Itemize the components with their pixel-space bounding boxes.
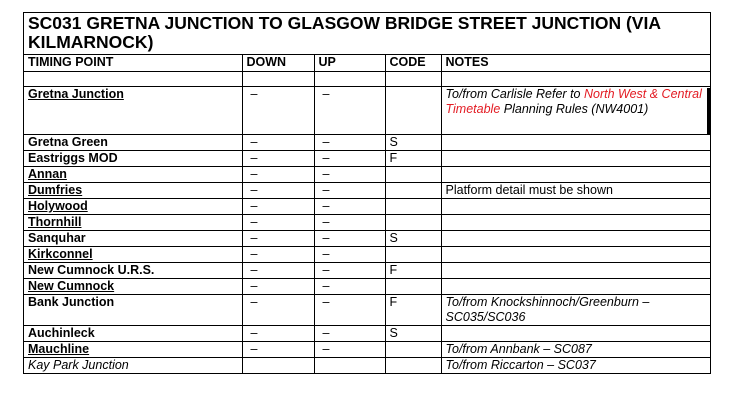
notes-text: To/from Carlisle Refer to <box>445 87 584 101</box>
notes-value: To/from Riccarton – SC037 <box>441 358 710 374</box>
table-row <box>24 358 710 374</box>
up-value <box>314 358 385 374</box>
notes-value: Platform detail must be shown <box>441 183 710 199</box>
down-value: – <box>242 247 314 263</box>
table-row <box>24 135 710 151</box>
timing-point-name: Thornhill <box>24 215 242 231</box>
down-value: – <box>242 326 314 342</box>
up-value: – <box>314 151 385 167</box>
timing-point-name: New Cumnock <box>24 279 242 295</box>
code-value: S <box>385 326 441 342</box>
timing-point-name: New Cumnock U.R.S. <box>24 263 242 279</box>
code-value <box>385 247 441 263</box>
table-row <box>24 87 710 135</box>
code-value <box>385 183 441 199</box>
code-value <box>385 279 441 295</box>
down-value: – <box>242 151 314 167</box>
down-value: – <box>242 231 314 247</box>
code-value: S <box>385 135 441 151</box>
notes-value <box>441 215 710 231</box>
table-row <box>24 215 710 231</box>
up-value: – <box>314 247 385 263</box>
down-value: – <box>242 295 314 326</box>
up-value: – <box>314 263 385 279</box>
down-value: – <box>242 183 314 199</box>
notes-value <box>441 326 710 342</box>
notes-value <box>441 231 710 247</box>
code-value: F <box>385 151 441 167</box>
notes-value <box>441 263 710 279</box>
code-value <box>385 167 441 183</box>
timing-point-name: Mauchline <box>24 342 242 358</box>
code-value: F <box>385 295 441 326</box>
header-down: DOWN <box>242 55 314 72</box>
table-row <box>24 326 710 342</box>
notes-value <box>441 87 710 135</box>
table-row <box>24 151 710 167</box>
timing-point-name: Auchinleck <box>24 326 242 342</box>
spacer-row <box>24 72 710 87</box>
down-value: – <box>242 279 314 295</box>
down-value <box>242 358 314 374</box>
notes-value <box>441 151 710 167</box>
table-row <box>24 231 710 247</box>
change-bar <box>707 88 711 134</box>
notes-link-text: North West & Central Timetable <box>445 87 702 116</box>
up-value: – <box>314 326 385 342</box>
table-row <box>24 279 710 295</box>
up-value: – <box>314 87 385 135</box>
up-value: – <box>314 167 385 183</box>
timing-point-name: Dumfries <box>24 183 242 199</box>
timing-point-name: Gretna Green <box>24 135 242 151</box>
up-value: – <box>314 135 385 151</box>
code-value: F <box>385 263 441 279</box>
down-value: – <box>242 215 314 231</box>
notes-value: To/from Knockshinnoch/Greenburn – SC035/SC036 <box>441 295 710 326</box>
up-value: – <box>314 199 385 215</box>
header-up: UP <box>314 55 385 72</box>
down-value: – <box>242 87 314 135</box>
up-value: – <box>314 279 385 295</box>
code-value <box>385 342 441 358</box>
header-notes: NOTES <box>441 55 710 72</box>
timing-point-name: Eastriggs MOD <box>24 151 242 167</box>
code-value <box>385 215 441 231</box>
notes-value <box>441 279 710 295</box>
notes-value <box>441 199 710 215</box>
code-value <box>385 87 441 135</box>
up-value: – <box>314 342 385 358</box>
code-value: S <box>385 231 441 247</box>
notes-text: Planning Rules (NW4001) <box>500 102 649 116</box>
table-row <box>24 167 710 183</box>
table-row <box>24 183 710 199</box>
table-row <box>24 342 710 358</box>
notes-value: To/from Annbank – SC087 <box>441 342 710 358</box>
timing-point-name: Annan <box>24 167 242 183</box>
up-value: – <box>314 295 385 326</box>
down-value: – <box>242 342 314 358</box>
table-row <box>24 263 710 279</box>
timing-point-name: Kay Park Junction <box>24 358 242 374</box>
timing-point-name: Holywood <box>24 199 242 215</box>
down-value: – <box>242 167 314 183</box>
route-title: SC031 GRETNA JUNCTION TO GLASGOW BRIDGE STREET JUNCTION (VIA KILMARNOCK) <box>24 13 710 55</box>
timing-points-table <box>24 55 710 373</box>
timing-point-name: Gretna Junction <box>24 87 242 135</box>
notes-value <box>441 135 710 151</box>
up-value: – <box>314 231 385 247</box>
table-row <box>24 247 710 263</box>
header-timing-point: TIMING POINT <box>24 55 242 72</box>
table-row <box>24 295 710 326</box>
header-code: CODE <box>385 55 441 72</box>
timing-point-name: Sanquhar <box>24 231 242 247</box>
timing-point-name: Bank Junction <box>24 295 242 326</box>
timing-document <box>23 12 711 374</box>
up-value: – <box>314 183 385 199</box>
down-value: – <box>242 199 314 215</box>
timing-point-name: Kirkconnel <box>24 247 242 263</box>
code-value <box>385 199 441 215</box>
notes-value <box>441 167 710 183</box>
down-value: – <box>242 263 314 279</box>
up-value: – <box>314 215 385 231</box>
table-row <box>24 199 710 215</box>
down-value: – <box>242 135 314 151</box>
notes-value <box>441 247 710 263</box>
code-value <box>385 358 441 374</box>
